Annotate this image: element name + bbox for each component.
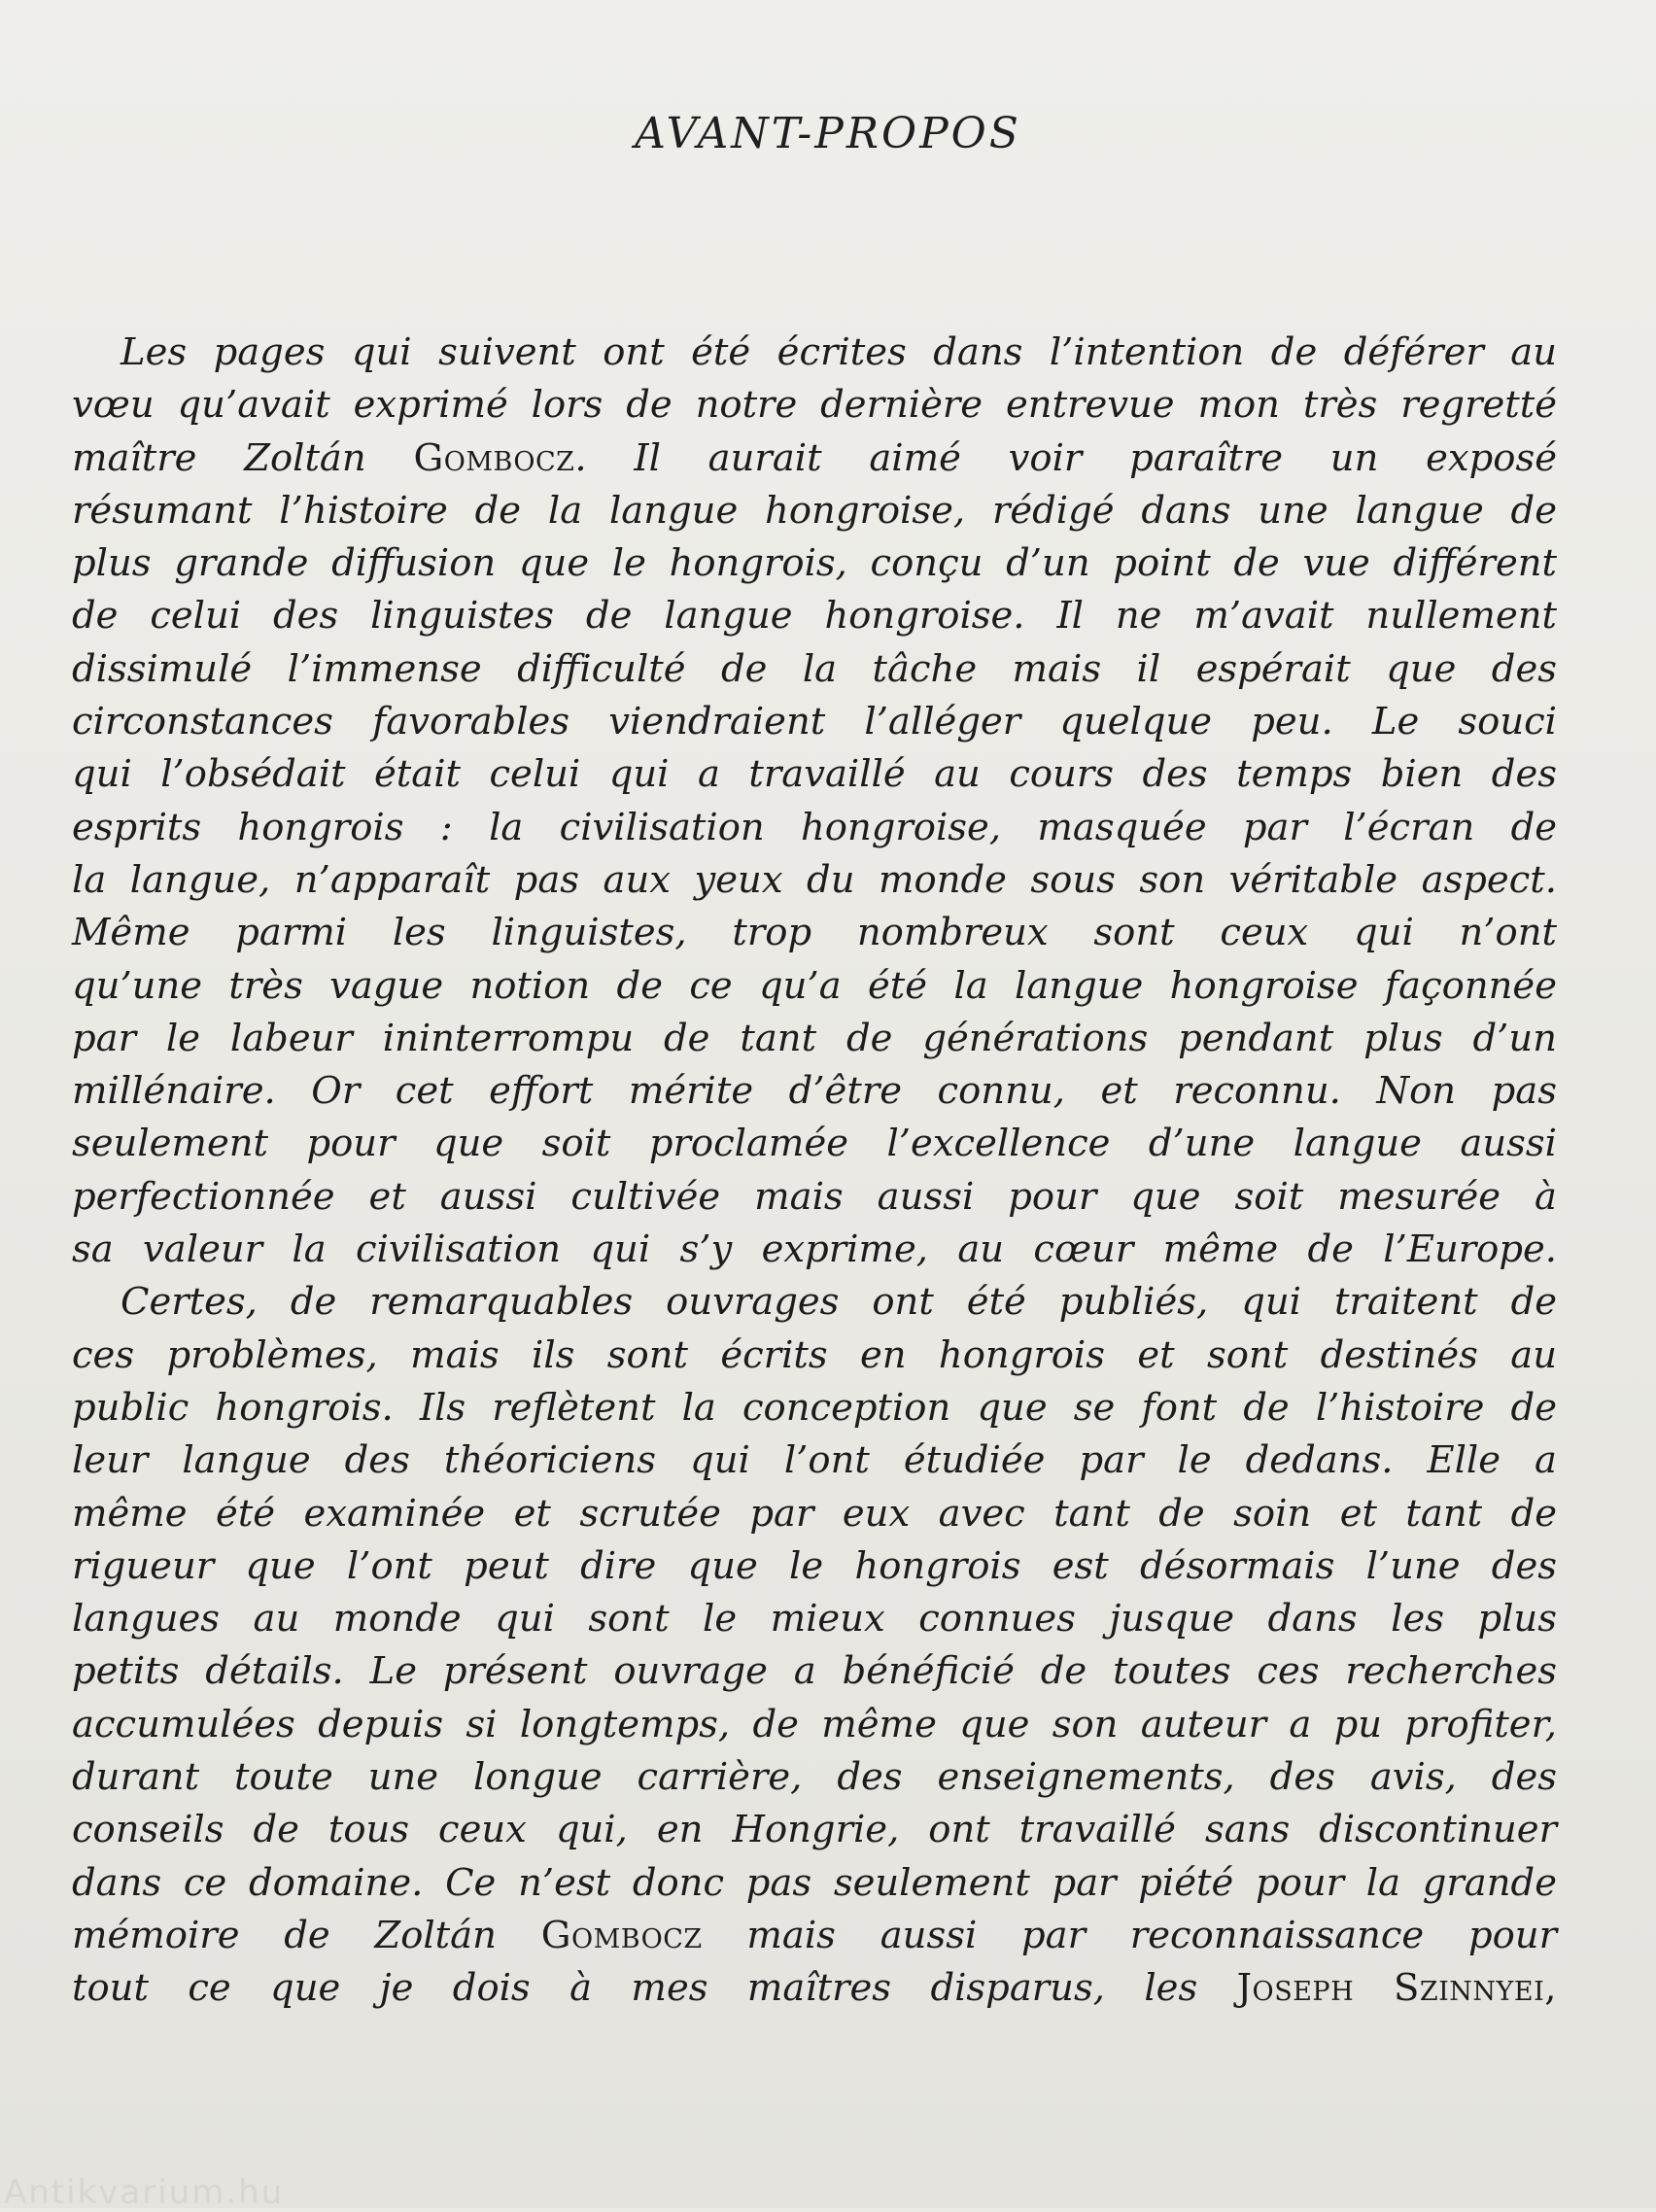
text-line <box>72 1118 1557 1170</box>
text-run: perfectionnée et aussi cultivée mais aussi pour que soit mesurée à <box>72 1174 1557 1219</box>
text-line <box>72 537 1557 590</box>
text-line <box>72 1857 1557 1910</box>
text-run: esprits hongrois : la civilisation hongroise, masquée par l’écran de <box>72 805 1557 849</box>
watermark-text: Antikvarium.hu <box>4 2173 285 2212</box>
text-line <box>72 960 1557 1013</box>
text-run: conseils de tous ceux qui, en Hongrie, ont travaillé sans discontinuer <box>72 1808 1557 1852</box>
text-line <box>72 1013 1557 1065</box>
text-line <box>72 1540 1557 1593</box>
text-line <box>72 1645 1557 1698</box>
body-text <box>72 327 1557 2016</box>
text-run: Certes, de remarquables ouvrages ont été publiés, qui traitent de <box>121 1280 1557 1325</box>
text-run: durant toute une longue carrière, des enseignements, des avis, des <box>72 1755 1557 1800</box>
text-line <box>72 590 1557 642</box>
text-run: plus grande diffusion que le hongrois, conçu d’un point de vue différent <box>72 541 1557 586</box>
text-line <box>72 1593 1557 1645</box>
text-line <box>72 696 1557 748</box>
paragraph <box>72 1276 1557 2015</box>
text-line <box>72 643 1557 696</box>
text-run: mémoire de Zoltán <box>72 1913 541 1957</box>
text-line <box>72 1488 1557 1540</box>
text-line <box>72 1434 1557 1487</box>
text-line <box>72 1962 1557 2015</box>
text-line <box>72 485 1557 537</box>
text-run: par le labeur ininterrompu de tant de générations pendant plus d’un <box>72 1016 1557 1060</box>
text-run: de celui des linguistes de langue hongroise. Il ne m’avait nullement <box>72 594 1557 639</box>
author-name: Gombocz <box>413 435 575 480</box>
text-run: vœu qu’avait exprimé lors de notre dernière entrevue mon très regretté <box>72 383 1557 428</box>
text-line <box>72 1330 1557 1382</box>
text-line <box>72 1910 1557 1962</box>
page-title: AVANT-PROPOS <box>635 109 1021 158</box>
text-run: dissimulé l’immense difficulté de la tâche mais il espérait que des <box>72 646 1557 691</box>
text-run: ces problèmes, mais ils sont écrits en hongrois et sont destinés au <box>72 1332 1557 1377</box>
text-run: résumant l’histoire de la langue hongroise, rédigé dans une langue de <box>72 488 1557 533</box>
text-line <box>72 327 1557 379</box>
text-line <box>72 1065 1557 1118</box>
text-run: . Il aurait aimé voir paraître un exposé <box>574 435 1557 480</box>
text-run: tout ce que je dois à mes maîtres disparus, les <box>72 1966 1237 2011</box>
text-run: Les pages qui suivent ont été écrites dans l’intention de déférer au <box>121 330 1557 374</box>
text-line <box>72 1751 1557 1804</box>
text-line <box>72 1224 1557 1276</box>
text-run: leur langue des théoriciens qui l’ont étudiée par le dedans. Elle a <box>72 1438 1557 1483</box>
text-line <box>72 1276 1557 1329</box>
text-run: petits détails. Le présent ouvrage a bénéficié de toutes ces recherches <box>72 1649 1557 1694</box>
text-line <box>72 379 1557 432</box>
text-run: accumulées depuis si longtemps, de même que son auteur a pu profiter, <box>72 1702 1557 1746</box>
text-run: mais aussi par reconnaissance pour <box>702 1913 1557 1957</box>
text-run: rigueur que l’ont peut dire que le hongrois est désormais l’une des <box>72 1543 1557 1588</box>
text-run: dans ce domaine. Ce n’est donc pas seulement par piété pour la grande <box>72 1860 1557 1905</box>
text-line <box>72 802 1557 854</box>
text-run: seulement pour que soit proclamée l’excellence d’une langue aussi <box>72 1122 1557 1166</box>
text-line <box>72 1699 1557 1751</box>
text-run: langues au monde qui sont le mieux connues jusque dans les plus <box>72 1597 1557 1642</box>
text-line <box>72 1804 1557 1856</box>
text-run: millénaire. Or cet effort mérite d’être connu, et reconnu. Non pas <box>72 1069 1557 1114</box>
text-line <box>72 907 1557 959</box>
text-line <box>72 1171 1557 1224</box>
text-run: même été examinée et scrutée par eux avec tant de soin et tant de <box>72 1491 1557 1536</box>
text-run: sa valeur la civilisation qui s’y exprime, au cœur même de l’Europe. <box>72 1227 1557 1272</box>
text-run: maître Zoltán <box>72 435 414 480</box>
text-run: Même parmi les linguistes, trop nombreux sont ceux qui n’ont <box>72 911 1557 955</box>
text-line <box>72 854 1557 907</box>
text-run: la langue, n’apparaît pas aux yeux du monde sous son véritable aspect. <box>72 857 1557 902</box>
text-line <box>72 1382 1557 1434</box>
author-name: Joseph Szinnyei, <box>1236 1966 1557 2011</box>
text-line <box>72 748 1557 801</box>
text-run: qui l’obsédait était celui qui a travaillé au cours des temps bien des <box>72 752 1557 797</box>
author-name: Gombocz <box>540 1913 703 1957</box>
text-run: circonstances favorables viendraient l’alléger quelque peu. Le souci <box>72 700 1557 744</box>
text-run: public hongrois. Ils reflètent la conception que se font de l’histoire de <box>72 1385 1557 1430</box>
text-line <box>72 432 1557 485</box>
paragraph <box>72 327 1557 1276</box>
text-run: qu’une très vague notion de ce qu’a été la langue hongroise façonnée <box>72 963 1557 1008</box>
